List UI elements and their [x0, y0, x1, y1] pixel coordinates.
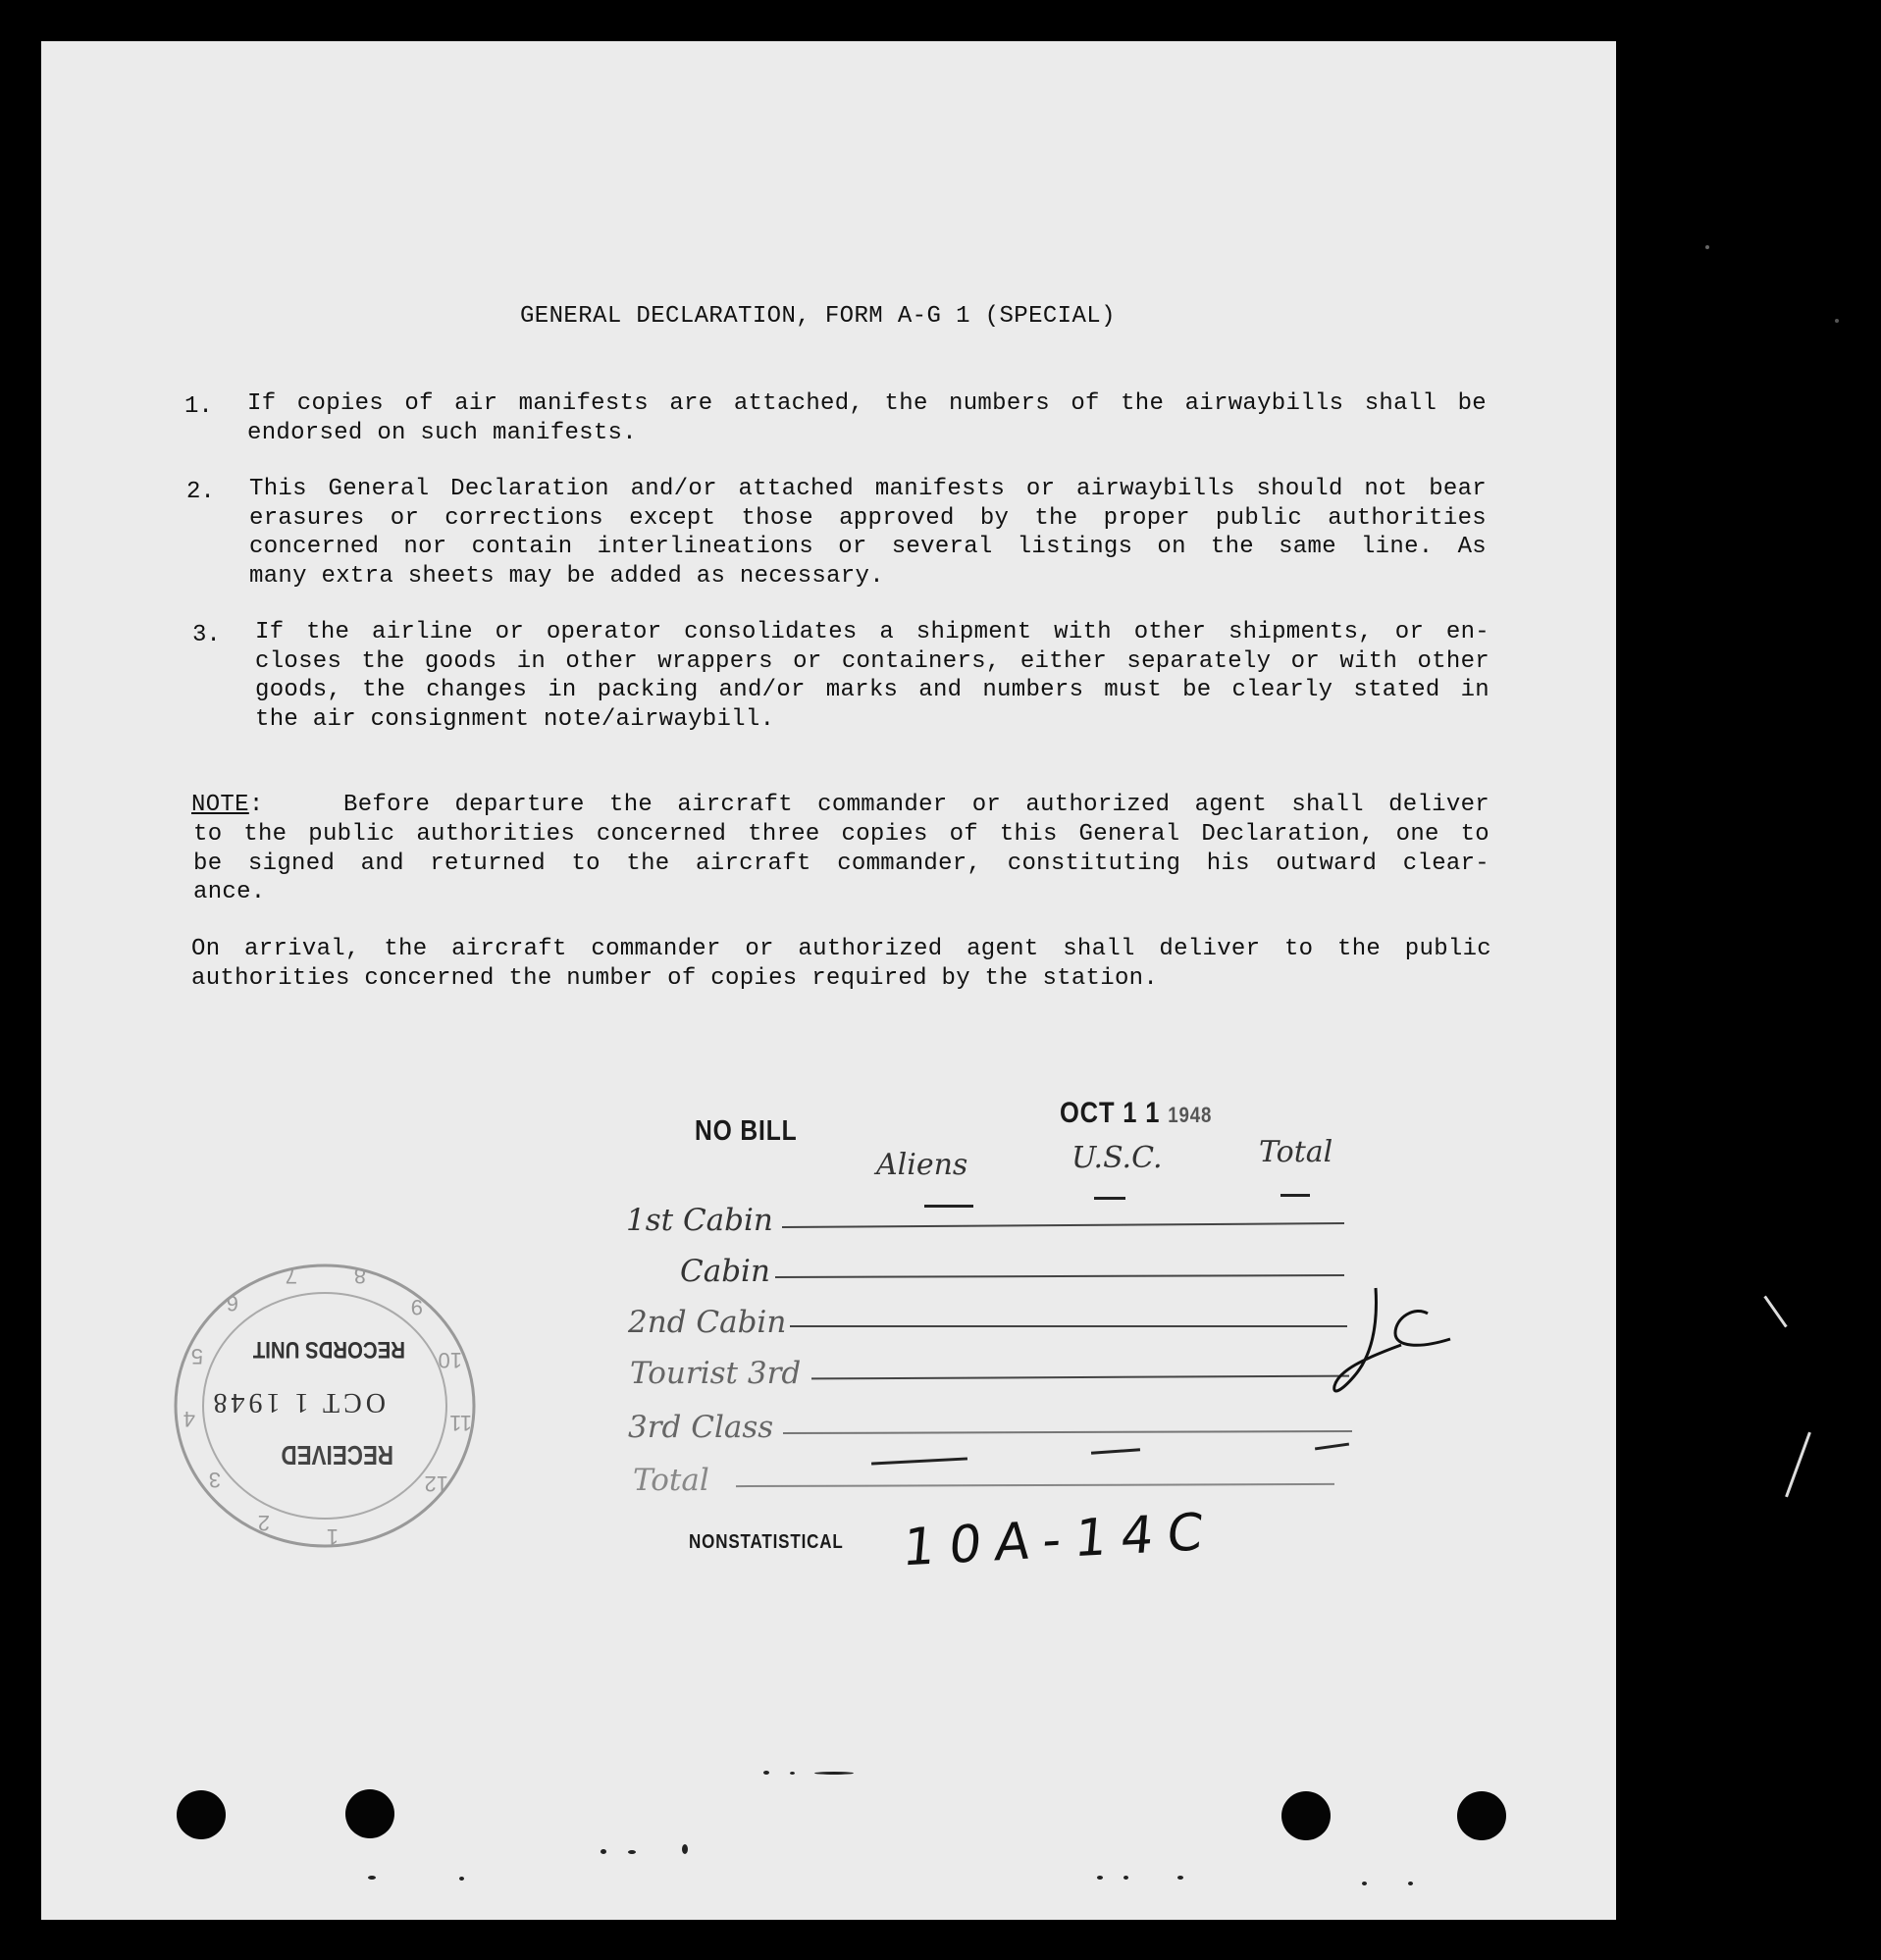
row-label-2nd-cabin: 2nd Cabin	[628, 1305, 787, 1340]
scan-streak	[1763, 1296, 1787, 1328]
nonstatistical-stamp: NONSTATISTICAL	[689, 1531, 844, 1553]
row-label-total: Total	[633, 1463, 709, 1498]
stamp-ring-numbers: 1 2 3 4 5 6 7 8 9 10 11 12	[183, 1264, 472, 1549]
scan-speck	[763, 1771, 769, 1775]
scan-speck	[459, 1877, 464, 1881]
note-label: NOTE:	[191, 792, 264, 818]
date-stamp: OCT 1 1 1948	[1060, 1097, 1213, 1129]
scan-speck	[1705, 245, 1709, 249]
item-number: 3.	[192, 622, 221, 648]
row-label-cabin: Cabin	[680, 1254, 770, 1289]
arrival-paragraph: On arrival, the aircraft commander or authorized agent shall deliver to the public authorities concerned the number of copies required by the station.	[191, 936, 1491, 992]
row-label-3rd-class: 3rd Class	[628, 1410, 774, 1445]
svg-text:JC: JC	[1325, 1280, 1327, 1281]
scan-speck	[790, 1772, 795, 1775]
note-paragraph: to the public authorities concerned three copies of this General Declaration, one to be signed and returned to the aircraft commander, constituting his outward clear- ance.	[193, 821, 1489, 905]
stamp-date: OCT 1 1948	[209, 1387, 386, 1418]
scan-speck	[814, 1772, 854, 1775]
initials-signature	[1325, 1280, 1462, 1408]
punch-hole	[345, 1789, 394, 1838]
column-header-aliens: Aliens	[876, 1148, 968, 1182]
scan-speck	[368, 1876, 376, 1880]
note-first-line: Before departure the aircraft commander or authorized agent shall deliver	[343, 792, 1489, 818]
list-item: If the airline or operator consolidates a shipment with other shipments, or en- closes the goods in other wrappers or containers, either separately or with other goods, the changes in packing and/or marks and numbers must be clearly stated in the air consignment note/airwaybill.	[255, 619, 1489, 733]
scan-speck	[1835, 319, 1839, 323]
scan-speck	[1408, 1882, 1413, 1885]
stamp-records-unit: RECORDS UNIT	[252, 1336, 405, 1363]
scan-speck	[682, 1844, 688, 1854]
scan-streak	[1785, 1432, 1811, 1498]
punch-hole	[1457, 1791, 1506, 1840]
column-header-usc: U.S.C.	[1071, 1141, 1163, 1175]
row-line	[790, 1325, 1347, 1327]
row-label-1st-cabin: 1st Cabin	[626, 1203, 773, 1238]
handwritten-code: 10A-14C	[900, 1502, 1220, 1578]
scan-speck	[1177, 1876, 1183, 1880]
scan-speck	[1123, 1876, 1128, 1880]
row-label-tourist-3rd: Tourist 3rd	[630, 1356, 802, 1391]
scan-speck	[628, 1850, 636, 1854]
list-item: If copies of air manifests are attached, the numbers of the airwaybills shall be endorsed on such manifests.	[247, 390, 1487, 446]
punch-hole	[1281, 1791, 1331, 1840]
dash-mark	[1094, 1197, 1125, 1200]
scan-speck	[1362, 1882, 1367, 1885]
item-number: 2.	[186, 479, 215, 505]
stamp-received-text: RECEIVED	[281, 1440, 393, 1470]
list-item: This General Declaration and/or attached manifests or airwaybills should not bear erasures or corrections except those approved by the proper public authorities concerned nor contain interlineations or several listings on the same line. As many extra sheets may be added as necessary.	[249, 476, 1487, 590]
scan-speck	[1097, 1876, 1103, 1880]
scan-speck	[601, 1849, 606, 1854]
no-bill-stamp: NO BILL	[695, 1115, 798, 1147]
received-stamp	[165, 1256, 484, 1555]
punch-hole	[177, 1790, 226, 1839]
column-header-total: Total	[1259, 1135, 1333, 1169]
dash-mark	[1280, 1194, 1310, 1197]
item-number: 1.	[184, 393, 213, 420]
page-title: GENERAL DECLARATION, FORM A-G 1 (SPECIAL)	[520, 303, 1116, 330]
dash-mark	[924, 1205, 973, 1208]
